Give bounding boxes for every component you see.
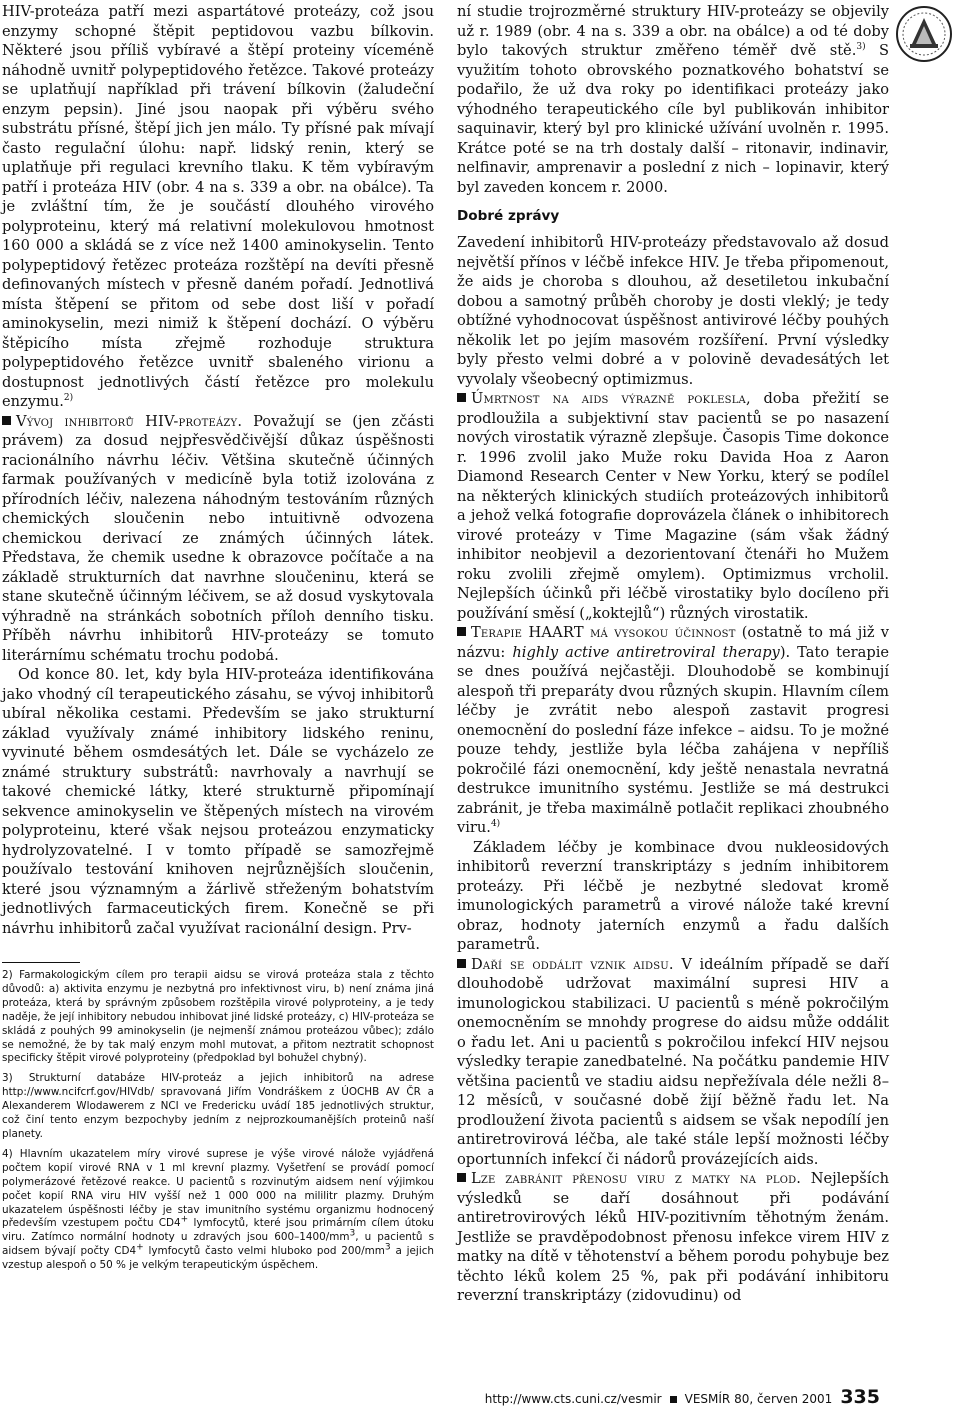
paragraph-text: ). Tato terapie se dnes používá nejčastěji. Dlouhodobě se kombinují alespoň tři preparáty dvou různých skupin. Hlavním cílem léčby je zvrátit nebo alespoň zastavit progresi onemocnění do poslední fáze infekce – aidsu. To je možné pouze tehdy, jestliže byla léčba zahájena v nepříliš pokročilé fázi onemocnění, kdy ještě nenastala nevratná destrukce imunitního systému. Jestliže se má destrukci zabránit, je třeba maximálně potlačit replikaci zhoubného viru.	[457, 643, 889, 836]
paragraph-text: ní studie trojrozměrné struktury HIV-proteázy se objevily už r. 1989 (obr. 4 na s. 339 a obr. na obálce) a od té doby bylo takových struktur změřeno téměř dvě stě.	[457, 3, 889, 59]
section-lead: Vývoj inhibitorů HIV-proteázy.	[16, 412, 243, 430]
footnote-divider	[2, 962, 80, 963]
paragraph	[457, 623, 889, 838]
superscript: +	[180, 1214, 189, 1225]
footnotes	[2, 962, 434, 1279]
paragraph	[2, 2, 434, 412]
paragraph-text: HIV-proteáza patří mezi aspartátové proteázy, což jsou enzymy schopné štěpit peptidovou vazbu bílkovin. Některé jsou příliš vybíravé a štěpí proteiny víceméně náhodně uvnitř polypeptidového řetězce. Takové proteázy se uplatňují například při trávení bílkovin (žaludeční enzym pepsin). Jiné jsou naopak při výběru svého substrátu přísné, štěpí jich jen málo. Ty přísné pak mívají často regulační úlohu: např. lidský renin, který se uplatňuje při regulaci krevního tlaku. K těm vybíravým patří i proteáza HIV (obr. 4 na s. 339 a obr. na obálce). Ta je zvláštní tím, že je součástí dlouhého virového polyproteinu, který má relativní molekulovou hmotnost 160 000 a skládá se z více než 1400 aminokyselin. Tento polypeptidový řetězec proteáza rozštěpí na devíti přesně definovaných místech v přesně daném pořadí. Jednotlivá místa štěpení se přitom od sebe dost liší v pořadí aminokyselin, mezi nimiž k štěpení dochází. O výběru štěpicího místa zřejmě rozhoduje struktura polypeptidového řetězce uvnitř sbaleného virionu a dostupnost jednotlivých částí řetězce pro molekulu enzymu.	[2, 3, 434, 410]
footnote-text: lymfocytů často velmi hluboko pod 200/mm	[143, 1245, 385, 1258]
section-lead: Terapie HAART má vysokou účinnost	[471, 624, 736, 641]
paragraph	[457, 955, 889, 1170]
footnote-text: , u pacientů s aidsem bývají počty CD4	[2, 1231, 434, 1258]
bullet-square-icon	[457, 393, 466, 402]
footnote-ref: 3)	[856, 42, 866, 53]
separator-square-icon	[670, 1396, 677, 1403]
paragraph: Základem léčby je kombinace dvou nukleosidových inhibitorů reverzní transkriptázy s jedním inhibitorem proteázy. Při léčbě je nezbytné sledovat kromě imunologických parametrů a virové nálože také krevní obraz, hodnoty jaterních enzymů a řadu dalších parametrů.	[457, 838, 889, 953]
paragraph-text: (ostatně to má již v názvu:	[457, 624, 889, 661]
paragraph	[457, 1169, 889, 1306]
footnote-text: 4) Hlavním ukazatelem míry virové suprese je výše virové nálože vyjádřená počtem kopií virové RNA v 1 ml krevní plazmy. Vyšetření se provádí pomocí polymerázové řetězové reakce. U pacientů s rozvinutým aidsem není výjimkou počet kopií RNA viru HIV vyšší než 1 000 000 na mililitr plazmy. Druhým ukazatelem úspěšnosti léčby je stav imunitního systému organizmu hodnocený především vzestupem počtu CD4	[2, 1147, 434, 1230]
section-lead: Daří se oddálit vznik aidsu.	[471, 955, 674, 973]
bullet-square-icon	[457, 1173, 466, 1182]
footnote-4	[2, 1148, 434, 1273]
paragraph-text: Považují se (jen zčásti právem) za dosud nejpřesvědčivější důkaz úspěšnosti racionálního návrhu léčiv. Většina skutečně účinných farmak používaných v medicíně byla totiž izolována z přírodních léčiv, nalezena náhodným testováním různých chemických sloučenin nebo intuitivně odvozena chemickou derivací ze známých účinných látek. Představa, že chemik usedne k obrazovce počítače a na základě strukturních dat navrhne sloučeninu, která se stane skutečně účinným léčivem, se až dosud vyskytovala výhradně na stránkách sobotních příloh denního tisku. Příběh návrhu inhibitorů HIV-proteázy se tomuto literárnímu schématu trochu podobá.	[2, 412, 435, 664]
left-column	[2, 2, 434, 938]
paragraph: Od konce 80. let, kdy byla HIV-proteáza identifikována jako vhodný cíl terapeutického zásahu, se vývoj inhibitorů ubíral několika cestami. Především se jako strukturní základ využívaly známé inhibitory lidského reninu, vyvinuté během osmdesátých let. Dále se vycházelo ze známé struktury substrátů: navrhovaly a navrhují se takové chemické látky, které strukturně připomínají sekvence aminokyselin ve štěpených místech na virovém polyproteinu, které však nejsou proteázou enzymaticky hydrolyzovatelné. I v tomto případě se samozřejmě používalo testování knihoven nejrůznějších sloučenin, které jsou významným a žárlivě střeženým bohatstvím jednotlivých farmaceutických firem. Konečně se při návrhu inhibitorů začal využívat racionální design. Prv-	[2, 666, 434, 937]
right-column	[457, 2, 889, 1306]
superscript: 3	[349, 1228, 356, 1239]
section-lead: Úmrtnost na aids výrazně poklesla,	[471, 390, 751, 407]
paragraph	[457, 2, 889, 197]
paragraph	[2, 412, 434, 666]
emphasis-text: highly active antiretroviral therapy	[512, 643, 780, 661]
footnote-text: a jejich vzestup alespoň o 50 % je velkým terapeutickým úspěchem.	[2, 1245, 435, 1272]
footnote-text: lymfocytů, které jsou primárním cílem útoku viru. Zatímco normální hodnoty u zdravých jsou 600–1400/mm	[2, 1217, 434, 1244]
footnote-3: 3) Strukturní databáze HIV-proteáz a jejich inhibitorů na adrese http://www.ncifcrf.gov/HIVdb/ spravovaná Jiřím Vondráškem z ÚOCHB AV ČR a Alexanderem Wlodawerem z NCI ve Fredericku uvádí 185 jednotlivých struktur, což činí tento enzym bezpochyby jedním z nejprozkoumanějších proteinů naší planety.	[2, 1072, 434, 1140]
footnote-ref: 4)	[490, 819, 501, 830]
superscript: +	[136, 1242, 144, 1253]
journal-url-link[interactable]: http://www.cts.cuni.cz/vesmir	[484, 1392, 662, 1406]
paragraph	[457, 389, 889, 623]
section-lead: Lze zabránit přenosu viru z matky na plod.	[471, 1170, 802, 1187]
page-footer	[485, 1386, 880, 1408]
footnote-2: 2) Farmakologickým cílem pro terapii aidsu se virová proteáza stala z těchto důvodů: a) aktivita enzymu je nezbytná pro infektivnost viru, b) není známa jiná proteáza, která by správným způsobem rozštěpila virové polyproteiny, a je tedy naděje, že její inhibitory nebudou inhibovat jiné lidské proteázy, c) HIV-proteáza se skládá z pouhých 99 aminokyselin (je nejmenší známou proteázou vůbec); zdálo se nemožné, že by tak malý enzym mohl mutovat, a přitom neztratit schopnost specificky štěpit virové polyproteiny (předpoklad byl bohužel chybný).	[2, 969, 434, 1065]
paragraph-text: doba přežití se prodloužila a subjektivní stav pacientů se po nasazení nových virostatik výrazně zlepšuje. Časopis Time dokonce r. 1996 zvolil jako Muže roku Davida Hoa z Aaron Diamond Research Center v New Yorku, který se podílel na některých klinických studiích proteázových inhibitorů a jehož velká fotografie doprovázela článek o inhibitorech virové proteázy v Time Magazine (sám však žádný inhibitor neobjevil a dezorientovaní čtenáři ho Mužem roku zvolili zřejmě omylem). Optimizmus vrcholil. Nejlepších účinků při léčbě virostatiky bylo docíleno při používání směsí („koktejlů“) různých virostatik.	[457, 390, 889, 622]
paragraph: Zavedení inhibitorů HIV-proteázy představovalo až dosud největší přínos v léčbě infekce HIV. Je třeba připomenout, že aids je choroba s dlouhou, až desetiletou inkubační dobou a samotný průběh choroby je dosti vleklý; je tedy obtížné vyhodnocovat úspěšnost antivirové léčby pouhých několik let po jejím masovém rozšíření. První výsledky byly přesto velmi dobré a v polovině devadesátých let vyvolaly všeobecný optimizmus.	[457, 234, 889, 388]
bullet-square-icon	[2, 416, 11, 425]
page-number: 335	[840, 1386, 880, 1408]
paragraph-text: V ideálním případě se daří dlouhodobě udržovat maximální supresi HIV a imunologickou stabilizaci. U pacientů s méně pokročilým onemocněním se mnohdy progrese do aidsu může oddálit o řadu let. Ani u pacientů s pokročilou infekcí HIV nejsou výsledky terapie zanedbatelné. Na počátku pandemie HIV většina pacientů ve stadiu aidsu nepřežívala déle nežli 8–12 měsíců, v současné době žijí běžně řadu let. Na prodloužení života pacientů s aidsem se však nepodílí jen antiretrovirová léčba, ale také stále lepší možnosti léčby oportunních infekcí či nádorů provázejících aids.	[457, 955, 889, 1168]
paragraph-text: Nejlepších výsledků se daří dosáhnout při podávání antiretrovirových léků HIV-pozitivním těhotným ženám. Jestliže se pravděpodobnost přenosu infekce virem HIV z matky na dítě v těhotenství a během porodu pohybuje bez těchto léků kolem 25 %, pak při podávání inhibitoru reverzní transkriptázy (zidovudinu) od	[457, 1170, 889, 1304]
footnote-ref: 2)	[63, 393, 74, 404]
superscript: 3	[384, 1242, 391, 1253]
bullet-square-icon	[457, 959, 466, 968]
paragraph-text: S využitím tohoto obrovského poznatkového bohatství se podařilo, že už dva roky po identifikaci proteázy jako výhodného terapeutického cíle byl publikován inhibitor saquinavir, který byl pro klinické užívání uvolněn r. 1995. Krátce poté se na trh dostaly další – ritonavir, indinavir, nelfinavir, amprenavir a poslední z nich – lopinavir, který byl zaveden koncem r. 2000.	[457, 42, 890, 196]
section-heading: Dobré zprávy	[457, 208, 560, 224]
journal-logo-icon	[894, 4, 954, 64]
journal-issue: VESMÍR 80, červen 2001	[684, 1392, 833, 1406]
bullet-square-icon	[457, 627, 466, 636]
